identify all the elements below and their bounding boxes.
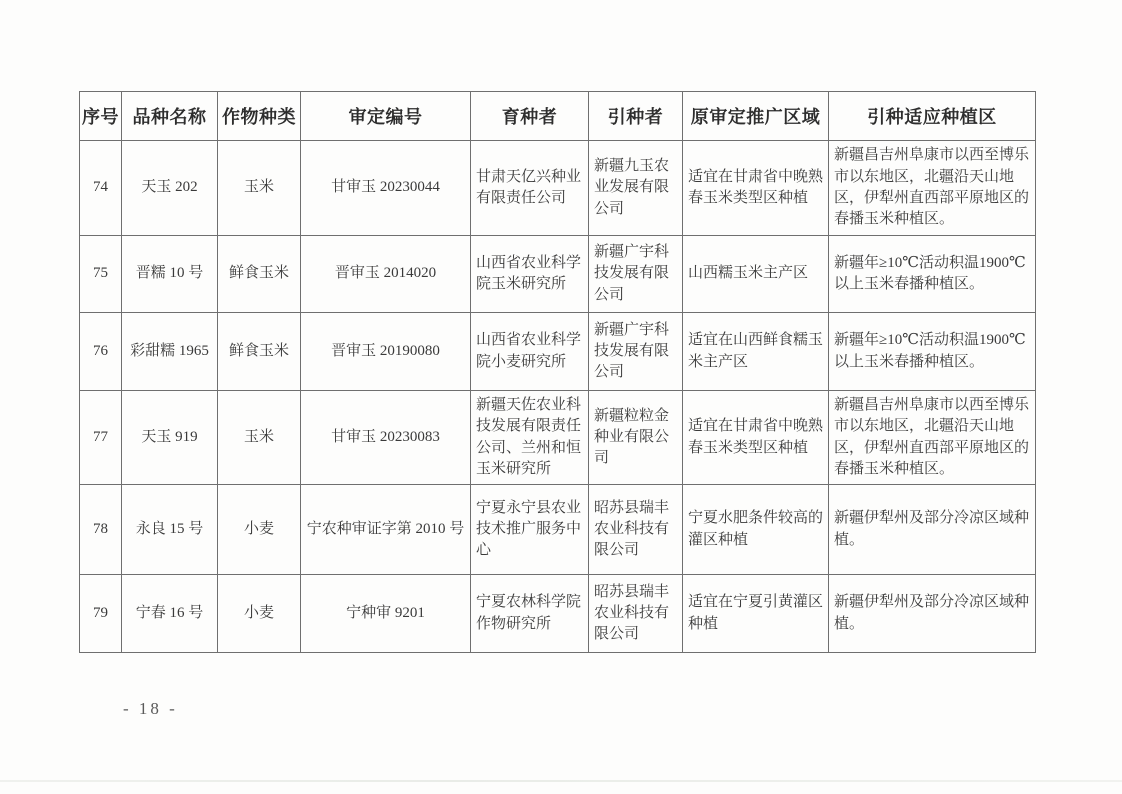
cell-breeder: 山西省农业科学院玉米研究所 — [471, 236, 589, 313]
header-breeder: 育种者 — [471, 92, 589, 141]
cell-introduction-adapted-region: 新疆伊犁州及部分冷凉区域种植。 — [829, 485, 1036, 575]
cell-variety-name: 天玉 202 — [122, 141, 218, 236]
cell-crop-type: 鲜食玉米 — [218, 313, 301, 391]
header-crop-type: 作物种类 — [218, 92, 301, 141]
cell-approval-number: 宁农种审证字第 2010 号 — [301, 485, 471, 575]
table-row — [80, 391, 1036, 485]
cell-serial-number: 79 — [80, 575, 122, 653]
table-row — [80, 236, 1036, 313]
cell-serial-number: 78 — [80, 485, 122, 575]
page-number: - 18 - — [123, 699, 178, 718]
cell-introduction-adapted-region: 新疆伊犁州及部分冷凉区域种植。 — [829, 575, 1036, 653]
cell-serial-number: 76 — [80, 313, 122, 391]
table-body — [80, 141, 1036, 653]
header-original-approved-region: 原审定推广区域 — [683, 92, 829, 141]
cell-crop-type: 小麦 — [218, 575, 301, 653]
cell-serial-number: 75 — [80, 236, 122, 313]
table-row — [80, 313, 1036, 391]
table-row — [80, 141, 1036, 236]
cell-serial-number: 74 — [80, 141, 122, 236]
table-row — [80, 575, 1036, 653]
cell-variety-name: 彩甜糯 1965 — [122, 313, 218, 391]
cell-variety-name: 永良 15 号 — [122, 485, 218, 575]
cell-crop-type: 玉米 — [218, 141, 301, 236]
cell-introducer: 新疆广宇科技发展有限公司 — [589, 313, 683, 391]
cell-introducer: 昭苏县瑞丰农业科技有限公司 — [589, 575, 683, 653]
variety-introduction-table — [79, 91, 1036, 653]
cell-original-approved-region: 山西糯玉米主产区 — [683, 236, 829, 313]
cell-crop-type: 玉米 — [218, 391, 301, 485]
cell-approval-number: 晋审玉 20190080 — [301, 313, 471, 391]
cell-approval-number: 甘审玉 20230083 — [301, 391, 471, 485]
header-introducer: 引种者 — [589, 92, 683, 141]
cell-original-approved-region: 适宜在山西鲜食糯玉米主产区 — [683, 313, 829, 391]
cell-introducer: 新疆广宇科技发展有限公司 — [589, 236, 683, 313]
cell-original-approved-region: 适宜在甘肃省中晚熟春玉米类型区种植 — [683, 141, 829, 236]
header-introduction-adapted-region: 引种适应种植区 — [829, 92, 1036, 141]
table-header-row — [80, 92, 1036, 141]
header-approval-number: 审定编号 — [301, 92, 471, 141]
cell-breeder: 山西省农业科学院小麦研究所 — [471, 313, 589, 391]
cell-introducer: 新疆粒粒金种业有限公司 — [589, 391, 683, 485]
header-serial-number: 序号 — [80, 92, 122, 141]
cell-introduction-adapted-region: 新疆昌吉州阜康市以西至博乐市以东地区，北疆沿天山地区，伊犁州直西部平原地区的春播玉米种植区。 — [829, 391, 1036, 485]
cell-original-approved-region: 适宜在宁夏引黄灌区种植 — [683, 575, 829, 653]
cell-variety-name: 宁春 16 号 — [122, 575, 218, 653]
cell-approval-number: 甘审玉 20230044 — [301, 141, 471, 236]
cell-approval-number: 晋审玉 2014020 — [301, 236, 471, 313]
cell-crop-type: 鲜食玉米 — [218, 236, 301, 313]
cell-introducer: 新疆九玉农业发展有限公司 — [589, 141, 683, 236]
cell-breeder: 甘肃天亿兴种业有限责任公司 — [471, 141, 589, 236]
cell-original-approved-region: 适宜在甘肃省中晚熟春玉米类型区种植 — [683, 391, 829, 485]
cell-approval-number: 宁种审 9201 — [301, 575, 471, 653]
cell-original-approved-region: 宁夏水肥条件较高的灌区种植 — [683, 485, 829, 575]
header-variety-name: 品种名称 — [122, 92, 218, 141]
cell-introduction-adapted-region: 新疆昌吉州阜康市以西至博乐市以东地区，北疆沿天山地区，伊犁州直西部平原地区的春播玉米种植区。 — [829, 141, 1036, 236]
cell-serial-number: 77 — [80, 391, 122, 485]
cell-introduction-adapted-region: 新疆年≥10℃活动积温1900℃以上玉米春播种植区。 — [829, 236, 1036, 313]
cell-variety-name: 晋糯 10 号 — [122, 236, 218, 313]
cell-breeder: 宁夏永宁县农业技术推广服务中心 — [471, 485, 589, 575]
cell-variety-name: 天玉 919 — [122, 391, 218, 485]
cell-breeder: 宁夏农林科学院作物研究所 — [471, 575, 589, 653]
scan-edge-artifact — [0, 780, 1122, 782]
table-row — [80, 485, 1036, 575]
cell-crop-type: 小麦 — [218, 485, 301, 575]
cell-breeder: 新疆天佐农业科技发展有限责任公司、兰州和恒玉米研究所 — [471, 391, 589, 485]
cell-introduction-adapted-region: 新疆年≥10℃活动积温1900℃以上玉米春播种植区。 — [829, 313, 1036, 391]
cell-introducer: 昭苏县瑞丰农业科技有限公司 — [589, 485, 683, 575]
